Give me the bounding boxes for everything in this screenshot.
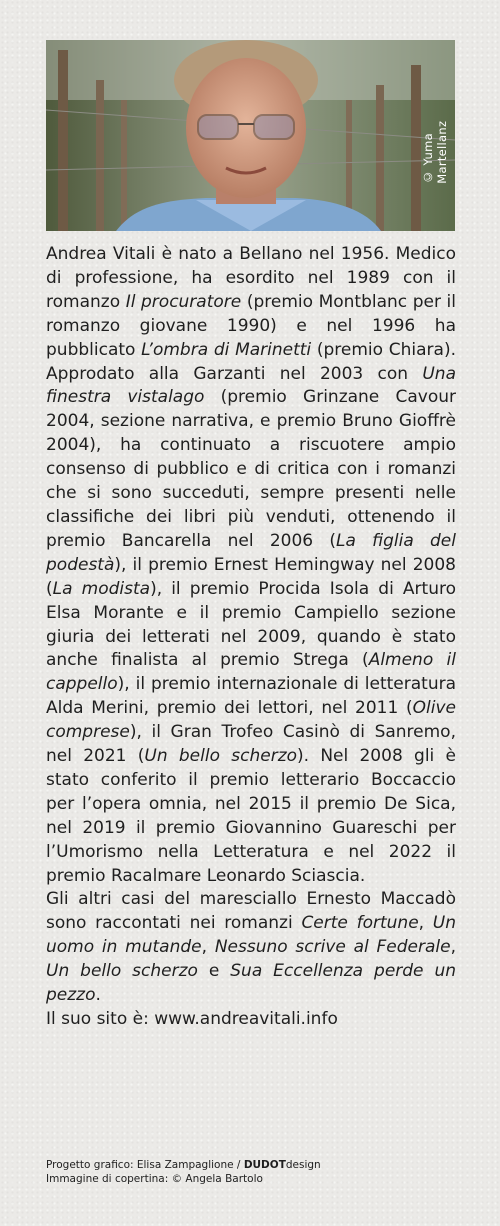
book-title: Un bello scherzo	[144, 746, 298, 767]
cover-credit: Immagine di copertina: © Angela Bartolo	[46, 1173, 263, 1185]
bio-paragraph	[46, 243, 456, 888]
book-title: L’ombra di Marinetti	[141, 339, 312, 360]
bio-text: (premio Montblanc per il romanzo giovane 1990) e nel 1996 ha pubblicato	[46, 291, 456, 360]
design-credit	[46, 1158, 321, 1172]
book-title: Una finestra vistalago	[46, 363, 456, 408]
author-photo	[46, 40, 455, 231]
website-line: Il suo sito è: www.andreavitali.info	[46, 1009, 338, 1029]
book-title: Nessuno scrive al Federale	[214, 937, 451, 958]
author-portrait-image	[46, 40, 455, 231]
series-paragraph	[46, 888, 456, 1008]
bio-text: ), il premio Ernest Hemingway nel 2008 (	[46, 554, 456, 599]
separator: ,	[418, 913, 433, 934]
book-title: Certe fortune	[301, 913, 419, 934]
author-biography	[46, 243, 456, 1032]
book-title: Un bello scherzo	[46, 961, 198, 982]
bio-text: ), il Gran Trofeo Casinò di Sanremo, nel 2021 (	[46, 722, 456, 767]
photo-credit: © Yuma Martellanz	[421, 120, 449, 184]
design-brand-suffix: design	[285, 1159, 321, 1171]
book-title: La figlia del podestà	[46, 530, 456, 575]
book-title: Olive comprese	[46, 698, 456, 743]
bio-text: Andrea Vitali è nato a Bellano nel 1956. Medico di professione, ha esordito nel 1989 con il romanzo	[46, 244, 456, 312]
design-brand: DUDOT	[243, 1159, 286, 1171]
bio-text: ). Nel 2008 gli è stato conferito il premio letterario Boccaccio per l’opera omnia, nel 2015 il premio De Sica, nel 2019 il premio Giovannino Guareschi per l’Umorismo nella Letteratura e nel 2022 il premio Racalmare Leonardo Sciascia.	[46, 746, 456, 886]
separator: ,	[450, 937, 457, 958]
series-text: Gli altri casi del maresciallo Ernesto Maccadò sono raccontati nei romanzi	[46, 889, 456, 934]
bio-text: ), il premio internazionale di letteratura Alda Merini, premio dei lettori, nel 2011 (	[46, 674, 456, 719]
book-title: Almeno il cappello	[46, 650, 456, 695]
colophon	[46, 1158, 321, 1186]
book-title: Il procuratore	[125, 291, 242, 312]
book-title: La modista	[52, 578, 151, 599]
separator: ,	[201, 937, 215, 958]
book-title: Sua Eccellenza perde un pezzo	[46, 961, 456, 1006]
separator: e	[197, 961, 231, 982]
bio-text: ), il premio Procida Isola di Arturo Elsa Morante e il premio Campiello sezione giuria dei letterati nel 2009, quando è stato anche finalista al premio Strega (	[46, 578, 456, 671]
bio-text: (premio Chiara). Approdato alla Garzanti nel 2003 con	[46, 339, 456, 384]
book-title: Un uomo in mutande	[46, 913, 456, 958]
design-credit-label: Progetto grafico: Elisa Zampaglione /	[46, 1159, 244, 1171]
bio-text: (premio Grinzane Cavour 2004, sezione narrativa, e premio Bruno Gioffrè 2004), ha continuato a riscuotere ampio consenso di pubblico e di critica con i romanzi che si sono succeduti, sempre presenti nelle classifiche dei libri più venduti, ottenendo il premio Bancarella nel 2006 (	[46, 387, 456, 551]
separator: .	[95, 985, 101, 1006]
